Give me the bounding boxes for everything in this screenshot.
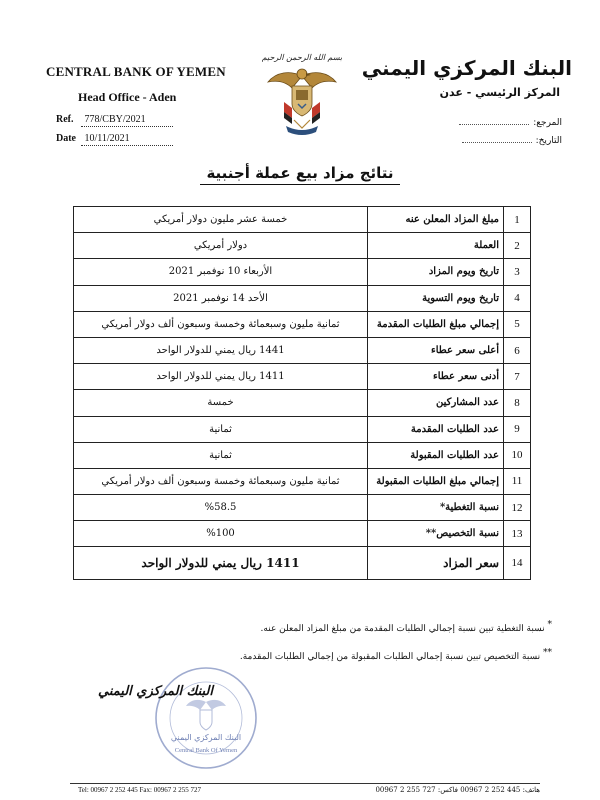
table-row <box>74 521 531 547</box>
footer-contact-en: Tel: 00967 2 252 445 Fax: 00967 2 255 727 <box>78 786 201 794</box>
footnote-mark: ** <box>543 648 552 658</box>
table-row <box>74 259 531 285</box>
row-value: 1411 ريال يمني للدولار الواحد <box>74 547 368 580</box>
document-title-text: نتائج مزاد بيع عملة أجنبية <box>200 164 399 185</box>
document-title <box>0 164 600 182</box>
date-row <box>56 133 173 146</box>
table-row <box>74 364 531 390</box>
bank-name-ar: البنك المركزي اليمني <box>361 56 572 80</box>
office-name-en: Head Office - Aden <box>78 90 177 104</box>
row-label: سعر المزاد <box>368 547 504 580</box>
table-row <box>74 390 531 416</box>
row-number: 9 <box>504 416 531 442</box>
row-number: 12 <box>504 495 531 521</box>
ref-label: Ref. <box>56 114 74 125</box>
row-number: 3 <box>504 259 531 285</box>
row-value: 1441 ريال يمني للدولار الواحد <box>74 337 368 363</box>
row-label: تاريخ ويوم التسوية <box>368 285 504 311</box>
row-number: 2 <box>504 233 531 259</box>
row-number: 10 <box>504 442 531 468</box>
footnote-allocation <box>240 648 552 662</box>
footnote-coverage <box>261 620 552 634</box>
table-row <box>74 442 531 468</box>
row-number: 8 <box>504 390 531 416</box>
ref-value: 778/CBY/2021 <box>81 114 173 127</box>
date-dots <box>462 142 532 143</box>
row-number: 7 <box>504 364 531 390</box>
date-field-ar <box>452 136 562 146</box>
official-stamp <box>152 664 260 772</box>
row-label: عدد المشاركين <box>368 390 504 416</box>
row-value: خمسة <box>74 390 368 416</box>
row-label: إجمالي مبلغ الطلبات المقبولة <box>368 468 504 494</box>
row-label: العملة <box>368 233 504 259</box>
footnote-mark: * <box>547 620 552 630</box>
row-label: عدد الطلبات المقدمة <box>368 416 504 442</box>
footnote-text: نسبة التغطية تبين نسبة إجمالي الطلبات المقدمة من مبلغ المزاد المعلن عنه. <box>260 624 545 634</box>
row-number: 1 <box>504 207 531 233</box>
table-row <box>74 285 531 311</box>
stamp-emblem-icon <box>186 700 226 730</box>
footnote-text: نسبة التخصيص تبين نسبة إجمالي الطلبات المقبولة من إجمالي الطلبات المقدمة. <box>239 652 541 662</box>
ref-label-ar: المرجع: <box>533 118 562 128</box>
table-row <box>74 495 531 521</box>
row-label: إجمالي مبلغ الطلبات المقدمة <box>368 311 504 337</box>
row-number: 5 <box>504 311 531 337</box>
row-label: عدد الطلبات المقبولة <box>368 442 504 468</box>
row-label: نسبة التغطية* <box>368 495 504 521</box>
emblem-inscription: بسم الله الرحمن الرحيم <box>262 53 342 62</box>
stamp-bottom-text: Central Bank Of Yemen <box>174 747 238 754</box>
date-value: 10/11/2021 <box>81 133 173 146</box>
table-row <box>74 207 531 233</box>
table-row <box>74 233 531 259</box>
reference-row <box>56 114 173 127</box>
stamp-top-text: البنك المركزي اليمني <box>170 733 242 742</box>
row-value: ثمانية <box>74 442 368 468</box>
table-row <box>74 311 531 337</box>
row-value: الأربعاء 10 نوفمبر 2021 <box>74 259 368 285</box>
row-value: الأحد 14 نوفمبر 2021 <box>74 285 368 311</box>
table-row <box>74 416 531 442</box>
table-row <box>74 547 531 580</box>
table-row <box>74 468 531 494</box>
row-number: 6 <box>504 337 531 363</box>
row-label: أدنى سعر عطاء <box>368 364 504 390</box>
signature: البنك المركزي اليمني <box>98 684 213 699</box>
yemen-emblem-icon <box>262 46 342 142</box>
row-value: %58.5 <box>74 495 368 521</box>
ref-dots <box>459 124 529 125</box>
row-label: أعلى سعر عطاء <box>368 337 504 363</box>
row-number: 4 <box>504 285 531 311</box>
date-label: Date <box>56 133 76 144</box>
row-label: تاريخ ويوم المزاد <box>368 259 504 285</box>
row-value: %100 <box>74 521 368 547</box>
row-value: دولار أمريكي <box>74 233 368 259</box>
row-value: ثمانية <box>74 416 368 442</box>
date-label-ar: التاريخ: <box>535 136 562 146</box>
auction-results-table <box>73 206 531 580</box>
office-name-ar: المركز الرئيسي - عدن <box>439 86 560 99</box>
bank-name-en: CENTRAL BANK OF YEMEN <box>46 64 226 79</box>
row-value: ثمانية مليون وسبعمائة وخمسة وسبعون ألف دولار أمريكي <box>74 311 368 337</box>
row-number: 13 <box>504 521 531 547</box>
row-label: نسبة التخصيص** <box>368 521 504 547</box>
row-value: 1411 ريال يمني للدولار الواحد <box>74 364 368 390</box>
table-row <box>74 337 531 363</box>
ref-field-ar <box>452 118 562 128</box>
footer-divider <box>70 783 540 784</box>
row-value: ثمانية مليون وسبعمائة وخمسة وسبعون ألف دولار أمريكي <box>74 468 368 494</box>
row-value: خمسة عشر مليون دولار أمريكي <box>74 207 368 233</box>
row-number: 11 <box>504 468 531 494</box>
row-number: 14 <box>504 547 531 580</box>
footer-contact-ar: هاتف: 445 252 2 00967 فاكس: 727 255 2 00967 <box>375 786 540 794</box>
row-label: مبلغ المزاد المعلن عنه <box>368 207 504 233</box>
